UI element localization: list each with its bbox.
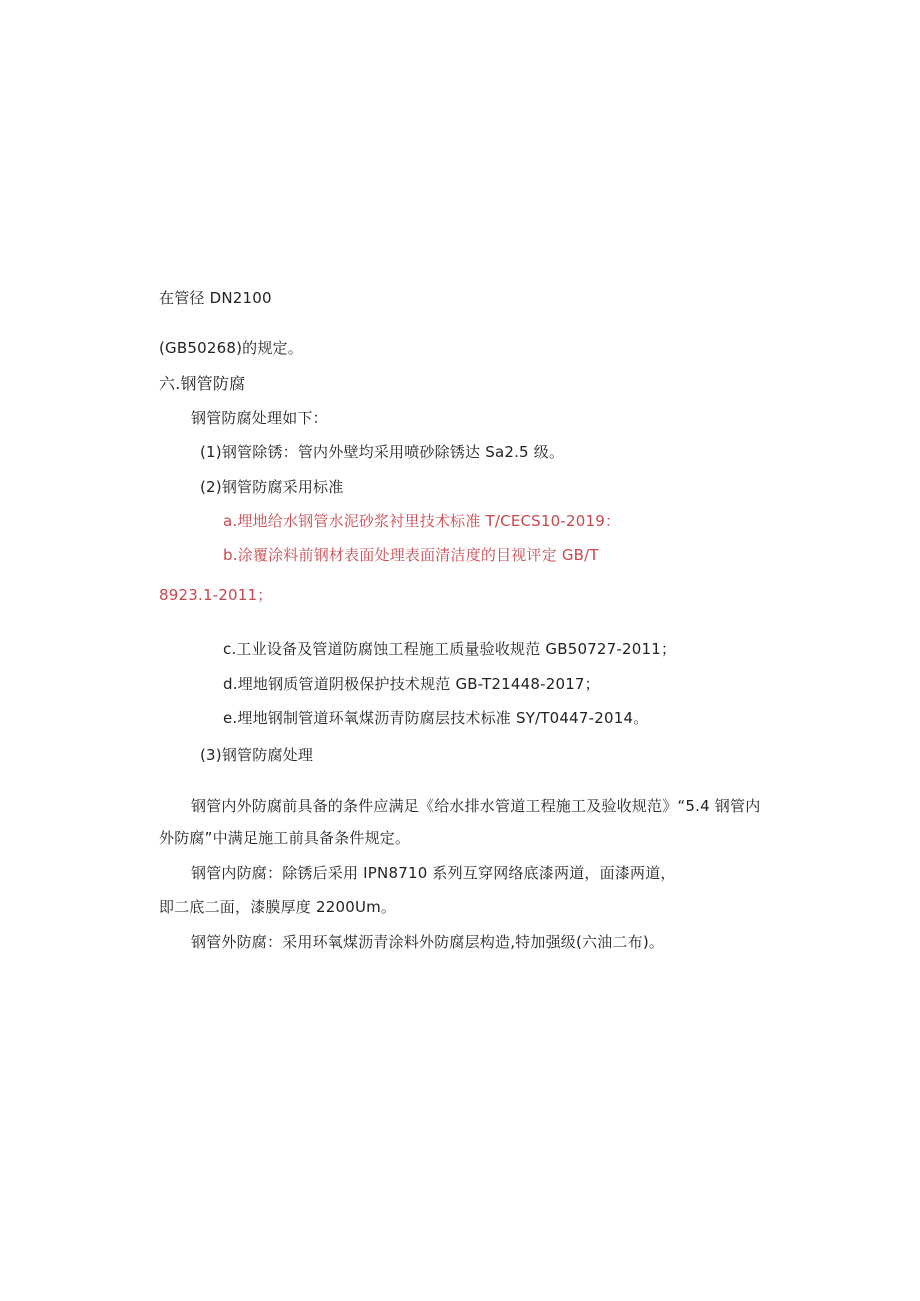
paragraph-1-line-2: 外防腐”中满足施工前具备条件规定。: [159, 829, 411, 847]
standard-c: c.工业设备及管道防腐蚀工程施工质量验收规范 GB50727-2011；: [223, 640, 677, 658]
paragraph-1-line-1: 钢管内外防腐前具备的条件应满足《给水排水管道工程施工及验收规范》“5.4 钢管内: [191, 797, 761, 815]
standard-a: a.埋地给水钢管水泥砂浆衬里技术标准 T/CECS10-2019：: [223, 512, 621, 530]
process-intro: 钢管防腐处理如下：: [191, 409, 328, 427]
paragraph-2-line-1: 钢管内防腐：除锈后采用 IPN8710 系列互穿网络底漆两道，面漆两道，: [191, 864, 676, 882]
standard-b: b.涂覆涂料前钢材表面处理表面清洁度的目视评定 GB/T: [223, 546, 599, 564]
item-derusting: (1)钢管除锈：管内外壁均采用喷砂除锈达 Sa2.5 级。: [200, 443, 565, 461]
standard-d: d.埋地钢质管道阴极保护技术规范 GB-T21448-2017；: [223, 675, 600, 693]
item-treatment-heading: (3)钢管防腐处理: [200, 746, 314, 764]
standard-e: e.埋地钢制管道环氧煤沥青防腐层技术标准 SY/T0447-2014。: [223, 709, 649, 727]
item-standards-heading: (2)钢管防腐采用标准: [200, 478, 344, 496]
intro-line: 在管径 DN2100: [159, 289, 272, 307]
paragraph-2-line-2: 即二底二面，漆膜厚度 2200Um。: [159, 898, 397, 916]
paragraph-3: 钢管外防腐：采用环氧煤沥青涂料外防腐层构造,特加强级(六油二布)。: [191, 933, 665, 951]
reference-line: (GB50268)的规定。: [159, 339, 303, 357]
section-title: 六.钢管防腐: [159, 374, 246, 393]
standard-b-continued: 8923.1-2011；: [159, 586, 273, 604]
